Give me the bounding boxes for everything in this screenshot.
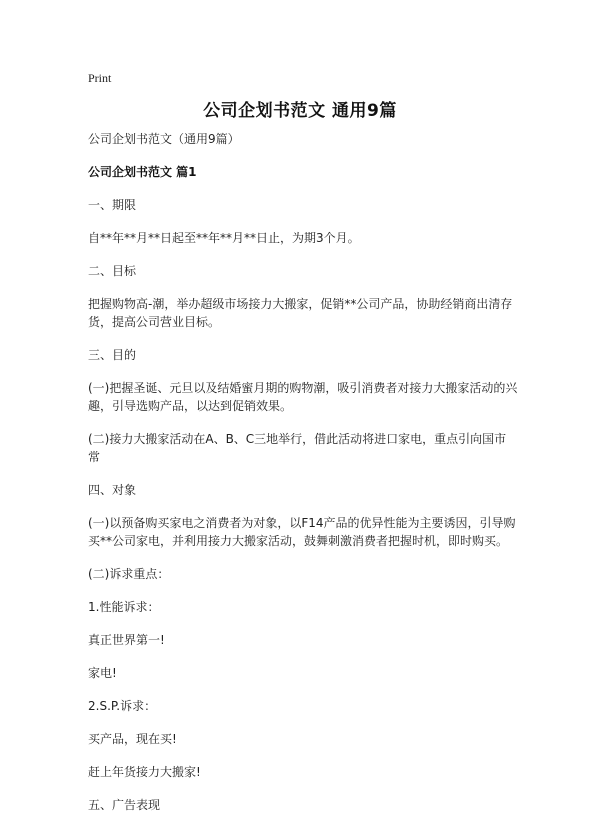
- paragraph-new-year: 赶上年货接力大搬家!: [88, 765, 201, 779]
- paragraph-purpose-2: (二)接力大搬家活动在A、B、C三地举行，借此活动将进口家电，重点引向国市常: [88, 432, 507, 464]
- paragraph-subtitle: 公司企划书范文（通用9篇）: [88, 132, 240, 146]
- heading-period: 一、期限: [88, 198, 137, 212]
- heading-target: 四、对象: [88, 483, 137, 497]
- document-title: 公司企划书范文 通用9篇: [203, 101, 397, 121]
- section-heading-1: 公司企划书范文 篇1: [88, 165, 197, 179]
- document-body: [88, 130, 518, 829]
- paragraph-buy-now: 买产品，现在买!: [88, 732, 177, 746]
- heading-goal: 二、目标: [88, 264, 137, 278]
- print-label: Print: [88, 71, 112, 85]
- paragraph-appeal-sp: 2.S.P.诉求：: [88, 699, 157, 713]
- heading-purpose: 三、目的: [88, 348, 137, 362]
- paragraph-appliance: 家电!: [88, 666, 117, 680]
- paragraph-world-first: 真正世界第一!: [88, 633, 165, 647]
- paragraph-purpose-1: (一)把握圣诞、元旦以及结婚蜜月期的购物潮，吸引消费者对接力大搬家活动的兴趣，引导选购产品，以达到促销效果。: [88, 381, 518, 413]
- paragraph-goal: 把握购物高-潮，举办超级市场接力大搬家，促销**公司产品，协助经销商出清存货，提高公司营业目标。: [88, 297, 513, 329]
- paragraph-target-1: (一)以预备购买家电之消费者为对象，以F14产品的优异性能为主要诱因，引导购买**公司家电，并利用接力大搬家活动，鼓舞刺激消费者把握时机，即时购买。: [88, 516, 516, 548]
- heading-advertising: 五、广告表现: [88, 798, 161, 812]
- paragraph-appeal-heading: (二)诉求重点：: [88, 567, 170, 581]
- paragraph-appeal-performance: 1.性能诉求：: [88, 600, 160, 614]
- paragraph-period: 自**年**月**日起至**年**月**日止，为期3个月。: [88, 231, 360, 245]
